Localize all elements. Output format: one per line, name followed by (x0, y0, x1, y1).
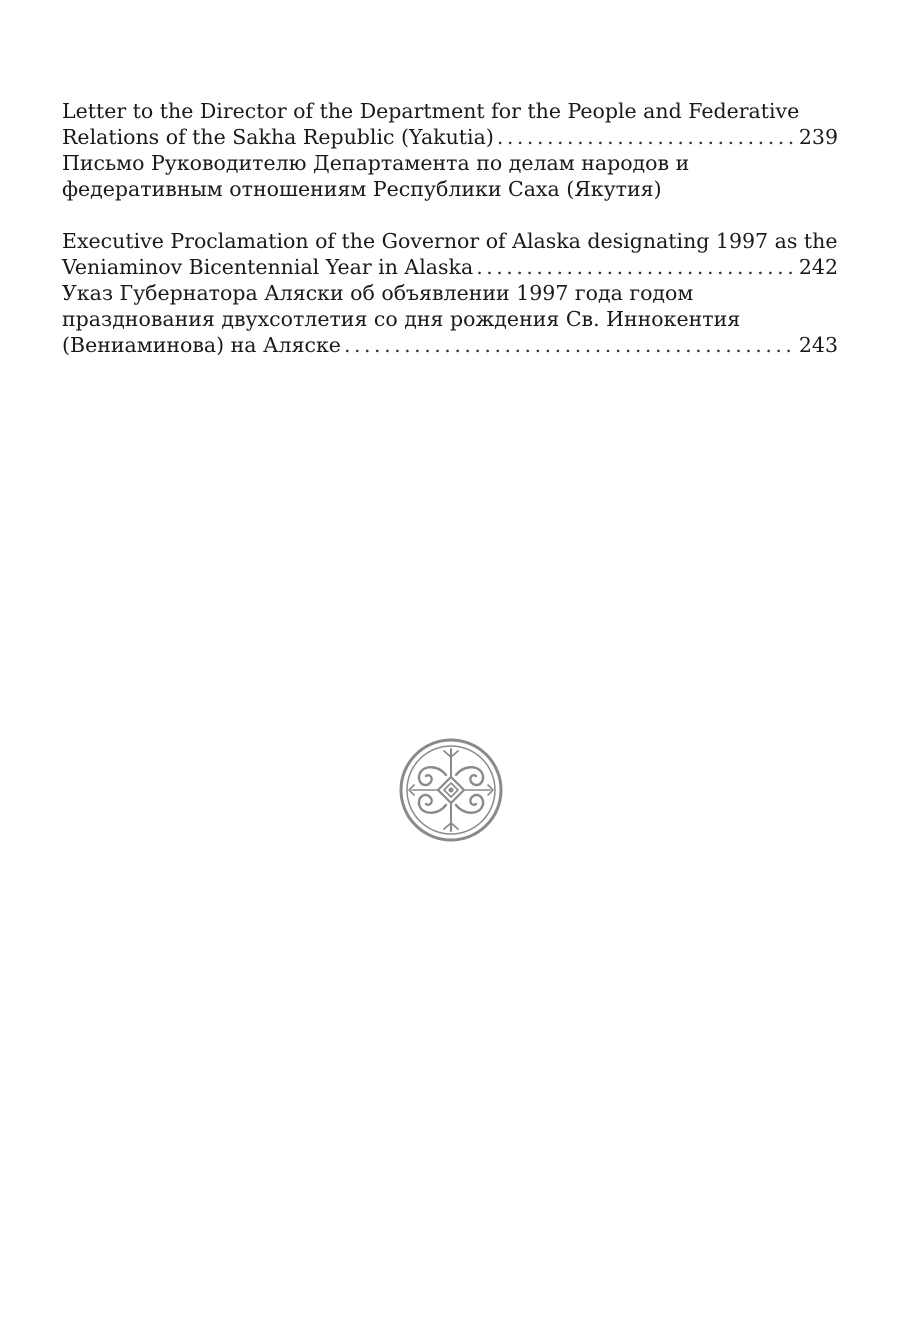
page-number: 243 (798, 333, 838, 357)
toc-entry-russian-line: федеративным отношениям Республики Саха (Якутия) (62, 177, 662, 201)
toc-entry-leader-line[interactable] (62, 124, 838, 150)
toc-entry-letter-director (62, 98, 838, 202)
toc-entry-proclamation (62, 228, 838, 358)
page-number: 242 (798, 255, 838, 279)
table-of-contents (62, 98, 838, 358)
page-number: 239 (798, 125, 838, 149)
toc-entry-russian-line: празднования двухсотлетия со дня рождения Св. Иннокентия (62, 307, 741, 331)
toc-entry-russian-line: Письмо Руководителю Департамента по делам народов и (62, 151, 690, 175)
circular-ornament-icon (396, 735, 506, 845)
toc-entry-title-line: Executive Proclamation of the Governor of Alaska designating 1997 as the (62, 229, 838, 253)
toc-entry-title-end: (Вениаминова) на Аляске (62, 333, 341, 357)
dot-leader (497, 124, 796, 150)
dot-leader (476, 254, 796, 280)
toc-entry-leader-line[interactable] (62, 332, 838, 358)
toc-entry-title-end: Veniaminov Bicentennial Year in Alaska (62, 255, 474, 279)
toc-entry-title-line: Letter to the Director of the Department for the People and Federative (62, 99, 800, 123)
dot-leader (344, 332, 796, 358)
toc-entry-leader-line[interactable] (62, 254, 838, 280)
toc-entry-title-end: Relations of the Sakha Republic (Yakutia) (62, 125, 494, 149)
toc-entry-russian-line: Указ Губернатора Аляски об объявлении 1997 года годом (62, 281, 694, 305)
